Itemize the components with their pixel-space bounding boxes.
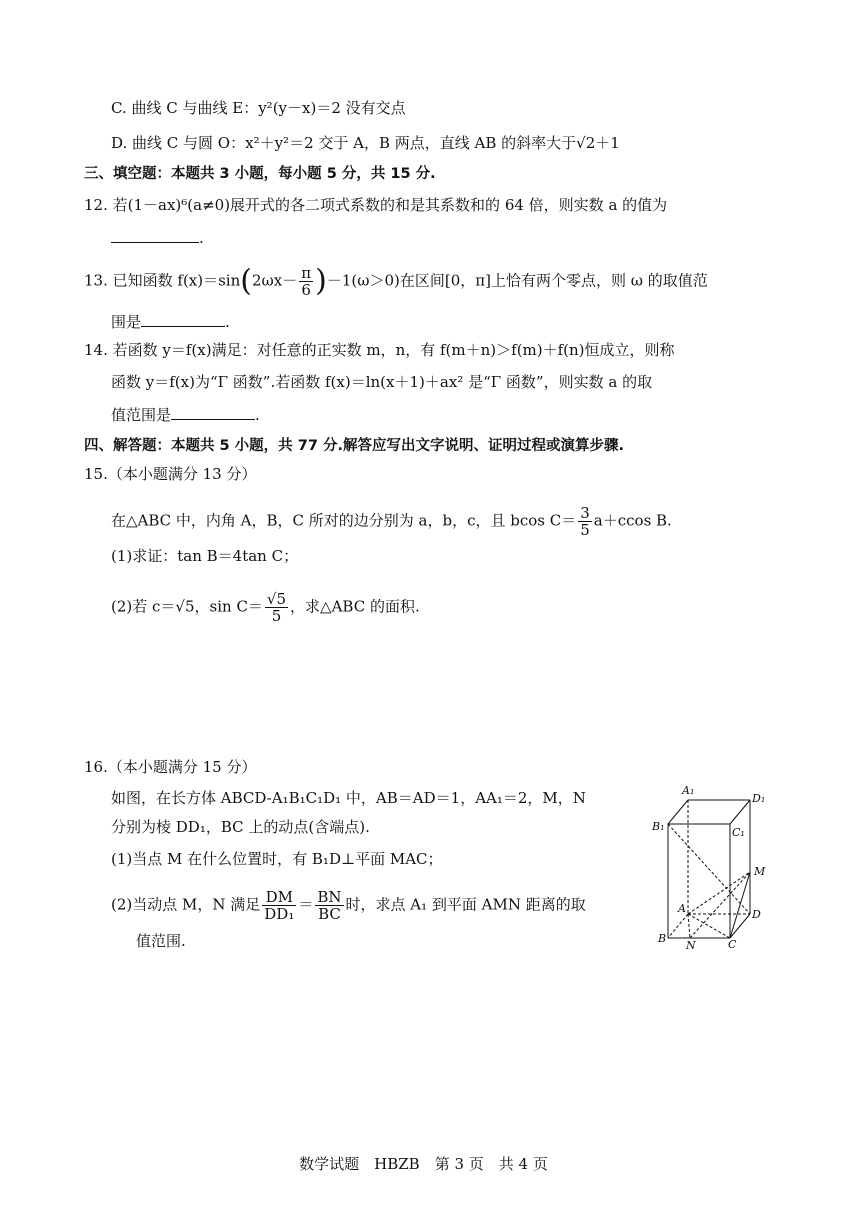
answer-blank[interactable] — [141, 311, 225, 327]
label-d: D — [752, 908, 761, 921]
label-n: N — [686, 939, 696, 950]
label-m: M — [754, 865, 766, 878]
label-a1: A₁ — [682, 784, 695, 797]
q14-line3: 值范围是 — [111, 406, 172, 424]
q14-line2: 函数 y＝f(x)为“Γ 函数”.若函数 f(x)＝ln(x＋1)＋ax² 是“Γ 函数”，则实数 a 的取 — [111, 373, 653, 391]
q16-part-2-cont: 值范围. — [136, 932, 186, 950]
question-14: 14. 若函数 y＝f(x)满足：对任意的正实数 m，n，有 f(m＋n)＞f(m)＋f(n)恒成立，则称 — [84, 341, 675, 359]
question-13 — [84, 265, 708, 298]
q13-part2: －1(ω＞0)在区间[0，π]上恰有两个零点，则 ω 的取值范 — [326, 271, 708, 290]
section-4-heading: 四、解答题：本题共 5 小题，共 77 分.解答应写出文字说明、证明过程或演算步骤. — [84, 438, 624, 454]
q15-part-1: (1)求证：tan B＝4tan C； — [111, 547, 299, 565]
q12-text: 12. 若(1－ax)⁶(a≠0)展开式的各二项式系数的和是其系数和的 64 倍，则实数 a 的值为 — [84, 196, 668, 214]
q15-stem: 在△ABC 中，内角 A，B，C 所对的边分别为 a，b，c，且 bcos C＝ $\frac{3}{5}$ a＋ccos B. — [111, 504, 672, 539]
q14-period: . — [255, 406, 260, 424]
label-a: A — [678, 902, 686, 915]
q16-part-1: (1)当点 M 在什么位置时，有 B₁D⊥平面 MAC； — [111, 850, 443, 868]
q14-answer-line — [111, 404, 260, 425]
q16-part-2: (2)当动点 M，N 满足 $\frac{DM}{\text{DD₁}}$ ＝ $\frac{BN}{BC}$ 时，求点 A₁ 到平面 AMN 距离的取 — [111, 888, 586, 923]
answer-blank[interactable] — [111, 227, 199, 243]
q16-header: 16.（本小题满分 15 分） — [84, 758, 257, 776]
q13-period: . — [225, 313, 230, 331]
sqrt5-over-5: $\frac{√5}{5}$ — [266, 590, 287, 625]
q13-line2: 围是 — [111, 313, 142, 331]
q12-period: . — [199, 229, 204, 247]
q16-line1: 如图，在长方体 ABCD-A₁B₁C₁D₁ 中，AB＝AD＝1，AA₁＝2，M，N — [111, 789, 586, 807]
q16-line2: 分别为棱 DD₁，BC 上的动点(含端点). — [111, 818, 370, 836]
q13-answer-line — [111, 311, 230, 332]
answer-blank[interactable] — [171, 404, 255, 420]
q13-part1: 13. 已知函数 f(x)＝sin — [84, 271, 241, 290]
label-b1: B₁ — [652, 820, 665, 833]
q13-open-paren: ( — [240, 263, 252, 299]
q13-close-paren: ) — [315, 263, 327, 299]
option-c: C. 曲线 C 与曲线 E：y²(y－x)＝2 没有交点 — [111, 99, 406, 117]
label-b: B — [658, 932, 667, 945]
option-d: D. 曲线 C 与圆 O：x²＋y²＝2 交于 A，B 两点，直线 AB 的斜率大于√2＋1 — [111, 134, 620, 152]
three-fifths: $\frac{3}{5}$ — [580, 504, 590, 539]
label-d1: D₁ — [752, 792, 766, 805]
question-12 — [84, 195, 667, 215]
q12-answer-line — [111, 227, 204, 248]
q13-inner: 2ωx－ — [251, 271, 298, 290]
pi-over-6: $\frac{\pi}{6}$ — [301, 264, 312, 299]
page-footer: 数学试题 HBZB 第 3 页 共 4 页 — [299, 1155, 548, 1173]
label-c1: C₁ — [732, 826, 745, 839]
section-3-heading: 三、填空题：本题共 3 小题，每小题 5 分，共 15 分. — [84, 166, 436, 182]
bn-over-bc: $\frac{BN}{BC}$ — [317, 888, 342, 923]
q15-header: 15.（本小题满分 13 分） — [84, 465, 257, 483]
label-c: C — [728, 938, 737, 950]
cuboid-figure — [648, 780, 772, 950]
q15-part-2: (2)若 c＝√5，sin C＝ $\frac{√5}{5}$ ，求△ABC 的面积. — [111, 590, 420, 625]
dm-over-dd1: $\frac{DM}{\text{DD₁}}$ — [264, 888, 295, 923]
